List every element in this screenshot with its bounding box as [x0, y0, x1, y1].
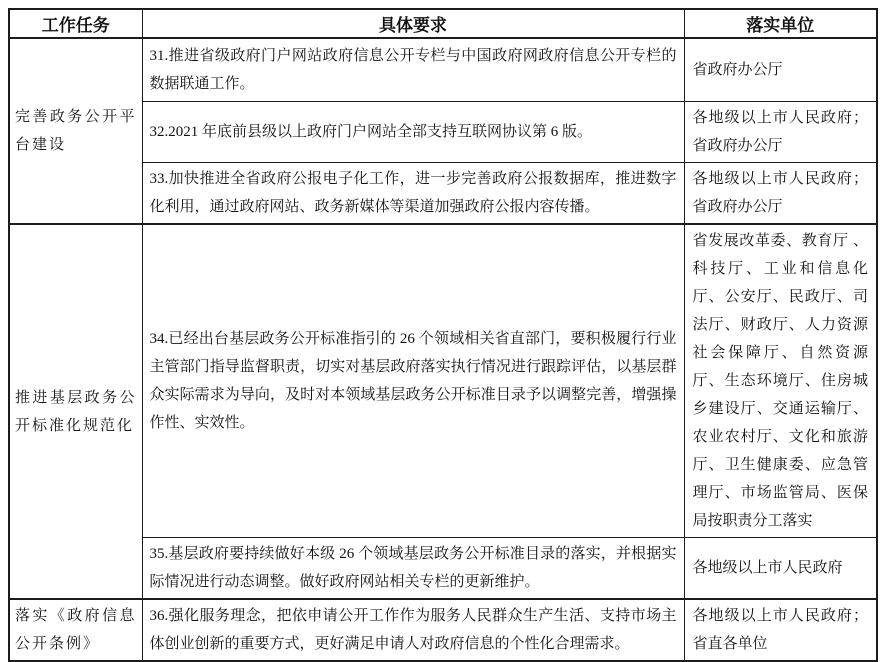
- table-row-36: [9, 599, 877, 661]
- task-cell-group-3: 落实《政府信息公开条例》: [9, 599, 142, 661]
- unit-cell-35: 各地级以上市人民政府: [684, 538, 877, 600]
- unit-cell-33: 各地级以上市人民政府；省政府办公厅: [684, 163, 877, 225]
- requirement-cell-32: 32.2021 年底前县级以上政府门户网站全部支持互联网协议第 6 版。: [142, 102, 684, 163]
- task-cell-group-1: 完善政务公开平台建设: [9, 38, 142, 224]
- unit-cell-32: 各地级以上市人民政府；省政府办公厅: [684, 102, 877, 163]
- task-table: [8, 8, 878, 662]
- col-header-task: 工作任务: [9, 9, 142, 38]
- col-header-unit: 落实单位: [684, 9, 877, 38]
- table-row-34: [9, 224, 877, 538]
- unit-cell-34: 省发展改革委、教育厅 、科技厅、工业和信息化厅、公安厅、民政厅、司法厅、财政厅、人力资源社会保障厅、自然资源厅、生态环境厅、住房城乡建设厅、交通运输厅、农业农村厅、文化和旅游厅、卫生健康委、应急管理厅、市场监管局、医保局按职责分工落实: [684, 224, 877, 538]
- unit-cell-31: 省政府办公厅: [684, 38, 877, 102]
- requirement-cell-34: 34.已经出台基层政务公开标准指引的 26 个领域相关省直部门，要积极履行行业主管部门指导监督职责，切实对基层政府落实执行情况进行跟踪评估，以基层群众实际需求为导向，及时对本领域基层政务公开标准目录予以调整完善，增强操作性、实效性。: [142, 224, 684, 538]
- header-row: [9, 9, 877, 38]
- requirement-cell-33: 33.加快推进全省政府公报电子化工作，进一步完善政府公报数据库，推进数字化利用，通过政府网站、政务新媒体等渠道加强政府公报内容传播。: [142, 163, 684, 225]
- requirement-cell-35: 35.基层政府要持续做好本级 26 个领域基层政务公开标准目录的落实，并根据实际情况进行动态调整。做好政府网站相关专栏的更新维护。: [142, 538, 684, 600]
- task-cell-group-2: 推进基层政务公开标准化规范化: [9, 224, 142, 599]
- unit-cell-36: 各地级以上市人民政府；省直各单位: [684, 599, 877, 661]
- table-row-31: [9, 38, 877, 102]
- requirement-cell-31: 31.推进省级政府门户网站政府信息公开专栏与中国政府网政府信息公开专栏的数据联通工作。: [142, 38, 684, 102]
- requirement-cell-36: 36.强化服务理念，把依申请公开工作作为服务人民群众生产生活、支持市场主体创业创新的重要方式，更好满足申请人对政府信息的个性化合理需求。: [142, 599, 684, 661]
- col-header-requirement: 具体要求: [142, 9, 684, 38]
